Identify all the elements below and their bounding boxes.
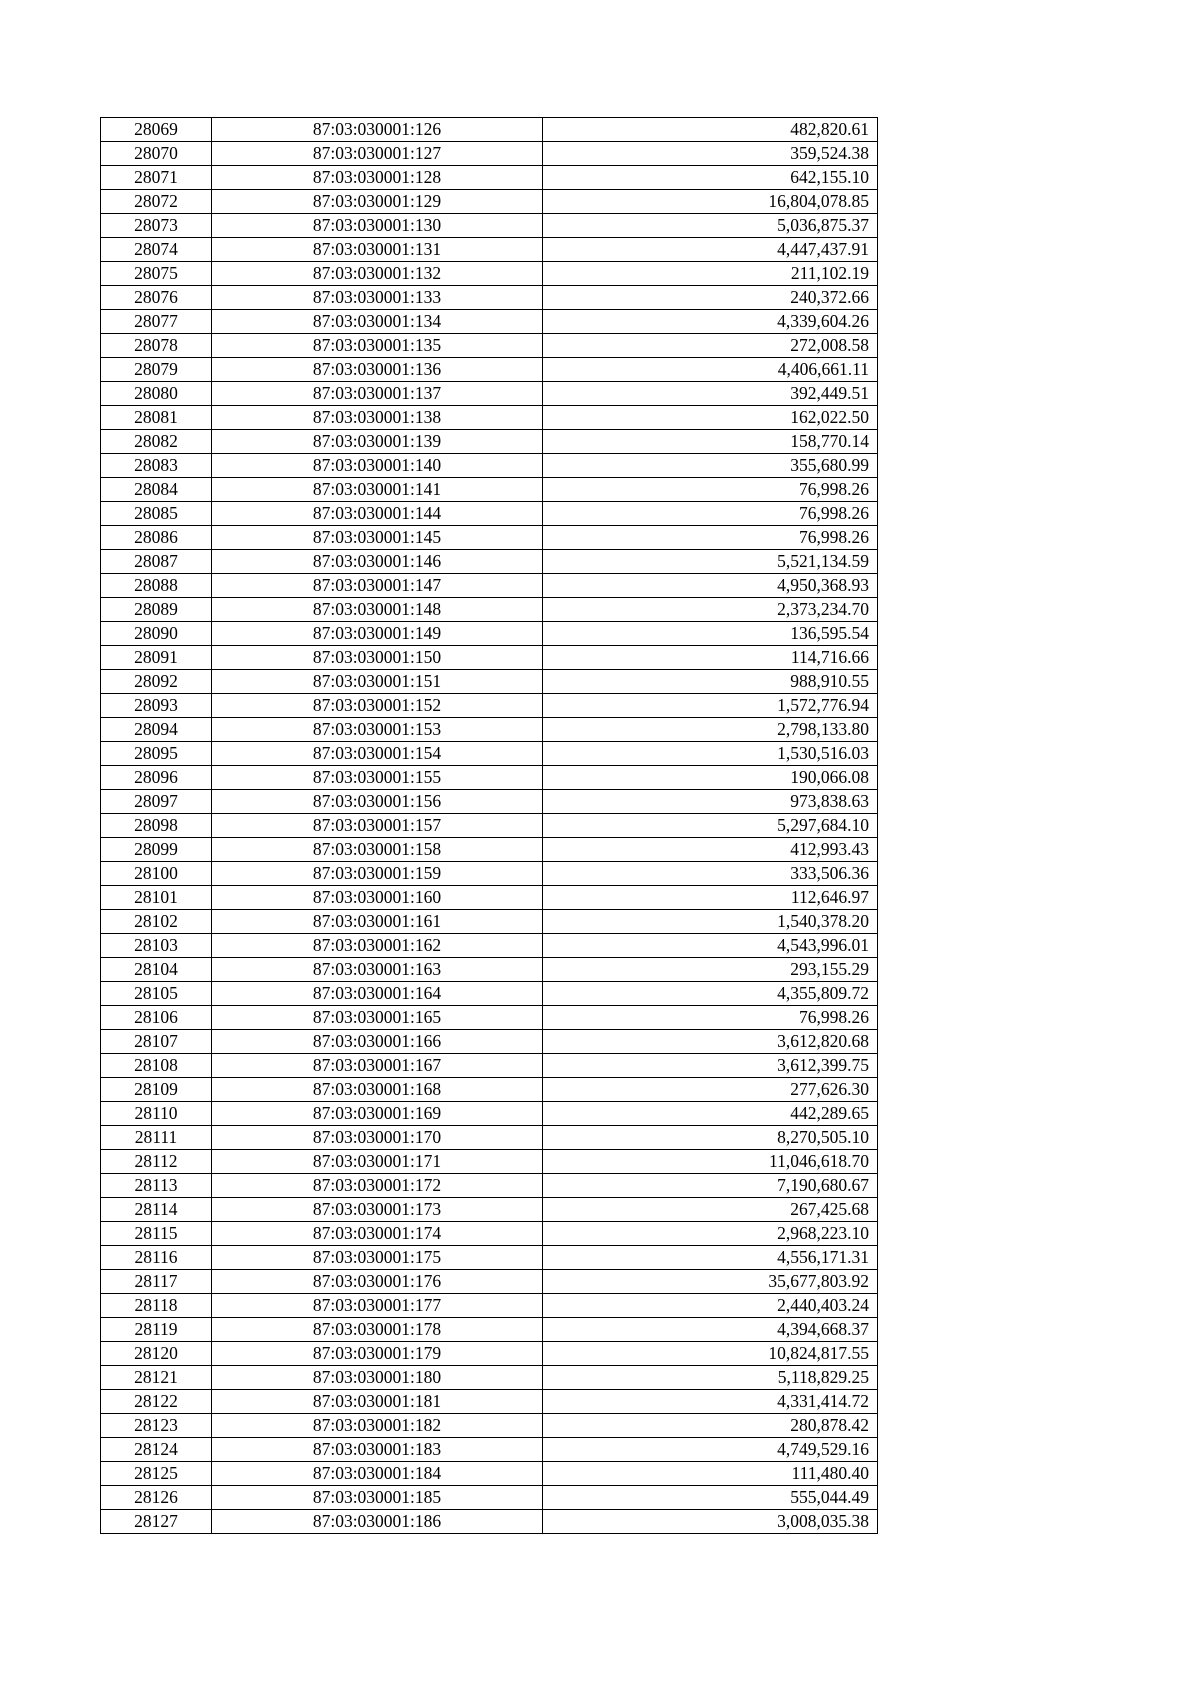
cadastral-number-cell: 87:03:030001:146 [212,550,543,574]
cadastral-number-cell: 87:03:030001:160 [212,886,543,910]
row-number-cell: 28081 [101,406,212,430]
value-cell: 3,008,035.38 [543,1510,878,1534]
cadastral-number-cell: 87:03:030001:186 [212,1510,543,1534]
row-number-cell: 28104 [101,958,212,982]
row-number-cell: 28093 [101,694,212,718]
row-number-cell: 28095 [101,742,212,766]
table-row [101,550,878,574]
table-row [101,790,878,814]
cadastral-number-cell: 87:03:030001:185 [212,1486,543,1510]
table-row [101,670,878,694]
table-row [101,1366,878,1390]
value-cell: 4,447,437.91 [543,238,878,262]
table-row [101,430,878,454]
table-row [101,1270,878,1294]
row-number-cell: 28116 [101,1246,212,1270]
row-number-cell: 28092 [101,670,212,694]
table-row [101,598,878,622]
value-cell: 7,190,680.67 [543,1174,878,1198]
table-row [101,886,878,910]
cadastral-number-cell: 87:03:030001:168 [212,1078,543,1102]
table-row [101,742,878,766]
row-number-cell: 28112 [101,1150,212,1174]
cadastral-number-cell: 87:03:030001:167 [212,1054,543,1078]
table-row [101,838,878,862]
row-number-cell: 28096 [101,766,212,790]
cadastral-number-cell: 87:03:030001:154 [212,742,543,766]
table-row [101,1030,878,1054]
cadastral-number-cell: 87:03:030001:161 [212,910,543,934]
table-row [101,718,878,742]
row-number-cell: 28079 [101,358,212,382]
row-number-cell: 28127 [101,1510,212,1534]
table-row [101,286,878,310]
cadastral-number-cell: 87:03:030001:141 [212,478,543,502]
cadastral-number-cell: 87:03:030001:171 [212,1150,543,1174]
document-page [100,117,877,1534]
value-cell: 11,046,618.70 [543,1150,878,1174]
table-row [101,214,878,238]
cadastral-number-cell: 87:03:030001:153 [212,718,543,742]
cadastral-number-cell: 87:03:030001:147 [212,574,543,598]
table-row [101,1222,878,1246]
row-number-cell: 28110 [101,1102,212,1126]
value-cell: 5,036,875.37 [543,214,878,238]
row-number-cell: 28070 [101,142,212,166]
value-cell: 988,910.55 [543,670,878,694]
value-cell: 136,595.54 [543,622,878,646]
table-body [101,118,878,1534]
value-cell: 5,118,829.25 [543,1366,878,1390]
table-row [101,1054,878,1078]
table-row [101,1462,878,1486]
value-cell: 4,950,368.93 [543,574,878,598]
value-cell: 412,993.43 [543,838,878,862]
cadastral-number-cell: 87:03:030001:175 [212,1246,543,1270]
value-cell: 114,716.66 [543,646,878,670]
row-number-cell: 28078 [101,334,212,358]
table-row [101,646,878,670]
value-cell: 4,406,661.11 [543,358,878,382]
cadastral-number-cell: 87:03:030001:149 [212,622,543,646]
value-cell: 16,804,078.85 [543,190,878,214]
row-number-cell: 28108 [101,1054,212,1078]
cadastral-number-cell: 87:03:030001:159 [212,862,543,886]
value-cell: 4,331,414.72 [543,1390,878,1414]
row-number-cell: 28109 [101,1078,212,1102]
table-row [101,454,878,478]
cadastral-number-cell: 87:03:030001:129 [212,190,543,214]
table-row [101,1438,878,1462]
row-number-cell: 28075 [101,262,212,286]
value-cell: 280,878.42 [543,1414,878,1438]
row-number-cell: 28071 [101,166,212,190]
value-cell: 4,339,604.26 [543,310,878,334]
table-row [101,1246,878,1270]
value-cell: 267,425.68 [543,1198,878,1222]
table-row [101,118,878,142]
value-cell: 277,626.30 [543,1078,878,1102]
row-number-cell: 28103 [101,934,212,958]
table-row [101,166,878,190]
table-row [101,1414,878,1438]
cadastral-number-cell: 87:03:030001:148 [212,598,543,622]
cadastral-number-cell: 87:03:030001:179 [212,1342,543,1366]
row-number-cell: 28119 [101,1318,212,1342]
row-number-cell: 28101 [101,886,212,910]
cadastral-number-cell: 87:03:030001:140 [212,454,543,478]
table-row [101,766,878,790]
value-cell: 1,530,516.03 [543,742,878,766]
table-row [101,502,878,526]
table-row [101,814,878,838]
cadastral-number-cell: 87:03:030001:131 [212,238,543,262]
cadastral-number-cell: 87:03:030001:184 [212,1462,543,1486]
cadastral-number-cell: 87:03:030001:155 [212,766,543,790]
value-cell: 76,998.26 [543,502,878,526]
cadastral-number-cell: 87:03:030001:127 [212,142,543,166]
cadastral-number-cell: 87:03:030001:177 [212,1294,543,1318]
value-cell: 555,044.49 [543,1486,878,1510]
row-number-cell: 28087 [101,550,212,574]
data-table [100,117,878,1534]
row-number-cell: 28082 [101,430,212,454]
table-row [101,958,878,982]
row-number-cell: 28084 [101,478,212,502]
cadastral-number-cell: 87:03:030001:165 [212,1006,543,1030]
cadastral-number-cell: 87:03:030001:133 [212,286,543,310]
cadastral-number-cell: 87:03:030001:173 [212,1198,543,1222]
table-row [101,982,878,1006]
cadastral-number-cell: 87:03:030001:162 [212,934,543,958]
value-cell: 4,543,996.01 [543,934,878,958]
value-cell: 2,968,223.10 [543,1222,878,1246]
table-row [101,478,878,502]
cadastral-number-cell: 87:03:030001:135 [212,334,543,358]
table-row [101,358,878,382]
row-number-cell: 28098 [101,814,212,838]
value-cell: 4,394,668.37 [543,1318,878,1342]
table-row [101,310,878,334]
table-row [101,1318,878,1342]
row-number-cell: 28097 [101,790,212,814]
table-row [101,910,878,934]
cadastral-number-cell: 87:03:030001:136 [212,358,543,382]
table-row [101,142,878,166]
table-row [101,1390,878,1414]
cadastral-number-cell: 87:03:030001:156 [212,790,543,814]
value-cell: 190,066.08 [543,766,878,790]
row-number-cell: 28106 [101,1006,212,1030]
cadastral-number-cell: 87:03:030001:178 [212,1318,543,1342]
table-row [101,406,878,430]
cadastral-number-cell: 87:03:030001:181 [212,1390,543,1414]
value-cell: 392,449.51 [543,382,878,406]
row-number-cell: 28124 [101,1438,212,1462]
row-number-cell: 28118 [101,1294,212,1318]
value-cell: 359,524.38 [543,142,878,166]
table-row [101,1294,878,1318]
table-row [101,382,878,406]
cadastral-number-cell: 87:03:030001:151 [212,670,543,694]
value-cell: 355,680.99 [543,454,878,478]
value-cell: 642,155.10 [543,166,878,190]
row-number-cell: 28102 [101,910,212,934]
table-row [101,1150,878,1174]
cadastral-number-cell: 87:03:030001:166 [212,1030,543,1054]
cadastral-number-cell: 87:03:030001:152 [212,694,543,718]
row-number-cell: 28105 [101,982,212,1006]
row-number-cell: 28086 [101,526,212,550]
table-row [101,1078,878,1102]
cadastral-number-cell: 87:03:030001:157 [212,814,543,838]
cadastral-number-cell: 87:03:030001:145 [212,526,543,550]
row-number-cell: 28069 [101,118,212,142]
row-number-cell: 28121 [101,1366,212,1390]
value-cell: 2,373,234.70 [543,598,878,622]
cadastral-number-cell: 87:03:030001:139 [212,430,543,454]
value-cell: 35,677,803.92 [543,1270,878,1294]
row-number-cell: 28085 [101,502,212,526]
table-row [101,190,878,214]
table-row [101,862,878,886]
row-number-cell: 28122 [101,1390,212,1414]
row-number-cell: 28083 [101,454,212,478]
table-row [101,1342,878,1366]
value-cell: 1,540,378.20 [543,910,878,934]
row-number-cell: 28107 [101,1030,212,1054]
table-row [101,262,878,286]
value-cell: 4,749,529.16 [543,1438,878,1462]
cadastral-number-cell: 87:03:030001:174 [212,1222,543,1246]
table-row [101,1102,878,1126]
row-number-cell: 28120 [101,1342,212,1366]
table-row [101,574,878,598]
value-cell: 76,998.26 [543,478,878,502]
row-number-cell: 28123 [101,1414,212,1438]
cadastral-number-cell: 87:03:030001:176 [212,1270,543,1294]
value-cell: 442,289.65 [543,1102,878,1126]
value-cell: 1,572,776.94 [543,694,878,718]
value-cell: 973,838.63 [543,790,878,814]
cadastral-number-cell: 87:03:030001:183 [212,1438,543,1462]
table-row [101,238,878,262]
row-number-cell: 28099 [101,838,212,862]
row-number-cell: 28080 [101,382,212,406]
table-row [101,1006,878,1030]
row-number-cell: 28094 [101,718,212,742]
value-cell: 10,824,817.55 [543,1342,878,1366]
cadastral-number-cell: 87:03:030001:126 [212,118,543,142]
value-cell: 5,521,134.59 [543,550,878,574]
cadastral-number-cell: 87:03:030001:138 [212,406,543,430]
value-cell: 211,102.19 [543,262,878,286]
cadastral-number-cell: 87:03:030001:137 [212,382,543,406]
cadastral-number-cell: 87:03:030001:164 [212,982,543,1006]
row-number-cell: 28100 [101,862,212,886]
table-row [101,334,878,358]
table-row [101,1198,878,1222]
row-number-cell: 28091 [101,646,212,670]
cadastral-number-cell: 87:03:030001:150 [212,646,543,670]
row-number-cell: 28126 [101,1486,212,1510]
table-row [101,1126,878,1150]
table-row [101,1174,878,1198]
row-number-cell: 28125 [101,1462,212,1486]
cadastral-number-cell: 87:03:030001:134 [212,310,543,334]
row-number-cell: 28115 [101,1222,212,1246]
cadastral-number-cell: 87:03:030001:180 [212,1366,543,1390]
table-row [101,1510,878,1534]
table-row [101,1486,878,1510]
row-number-cell: 28088 [101,574,212,598]
row-number-cell: 28074 [101,238,212,262]
value-cell: 112,646.97 [543,886,878,910]
value-cell: 333,506.36 [543,862,878,886]
table-row [101,526,878,550]
value-cell: 3,612,820.68 [543,1030,878,1054]
row-number-cell: 28113 [101,1174,212,1198]
value-cell: 4,556,171.31 [543,1246,878,1270]
value-cell: 76,998.26 [543,526,878,550]
value-cell: 3,612,399.75 [543,1054,878,1078]
table-row [101,934,878,958]
row-number-cell: 28077 [101,310,212,334]
value-cell: 272,008.58 [543,334,878,358]
cadastral-number-cell: 87:03:030001:158 [212,838,543,862]
value-cell: 158,770.14 [543,430,878,454]
cadastral-number-cell: 87:03:030001:172 [212,1174,543,1198]
table-row [101,622,878,646]
row-number-cell: 28089 [101,598,212,622]
value-cell: 111,480.40 [543,1462,878,1486]
value-cell: 8,270,505.10 [543,1126,878,1150]
value-cell: 240,372.66 [543,286,878,310]
value-cell: 2,440,403.24 [543,1294,878,1318]
row-number-cell: 28076 [101,286,212,310]
cadastral-number-cell: 87:03:030001:170 [212,1126,543,1150]
value-cell: 5,297,684.10 [543,814,878,838]
value-cell: 4,355,809.72 [543,982,878,1006]
cadastral-number-cell: 87:03:030001:169 [212,1102,543,1126]
cadastral-number-cell: 87:03:030001:132 [212,262,543,286]
table-row [101,694,878,718]
cadastral-number-cell: 87:03:030001:182 [212,1414,543,1438]
row-number-cell: 28090 [101,622,212,646]
value-cell: 76,998.26 [543,1006,878,1030]
cadastral-number-cell: 87:03:030001:144 [212,502,543,526]
row-number-cell: 28114 [101,1198,212,1222]
value-cell: 293,155.29 [543,958,878,982]
value-cell: 2,798,133.80 [543,718,878,742]
row-number-cell: 28117 [101,1270,212,1294]
row-number-cell: 28111 [101,1126,212,1150]
cadastral-number-cell: 87:03:030001:128 [212,166,543,190]
value-cell: 482,820.61 [543,118,878,142]
cadastral-number-cell: 87:03:030001:130 [212,214,543,238]
cadastral-number-cell: 87:03:030001:163 [212,958,543,982]
row-number-cell: 28073 [101,214,212,238]
value-cell: 162,022.50 [543,406,878,430]
row-number-cell: 28072 [101,190,212,214]
